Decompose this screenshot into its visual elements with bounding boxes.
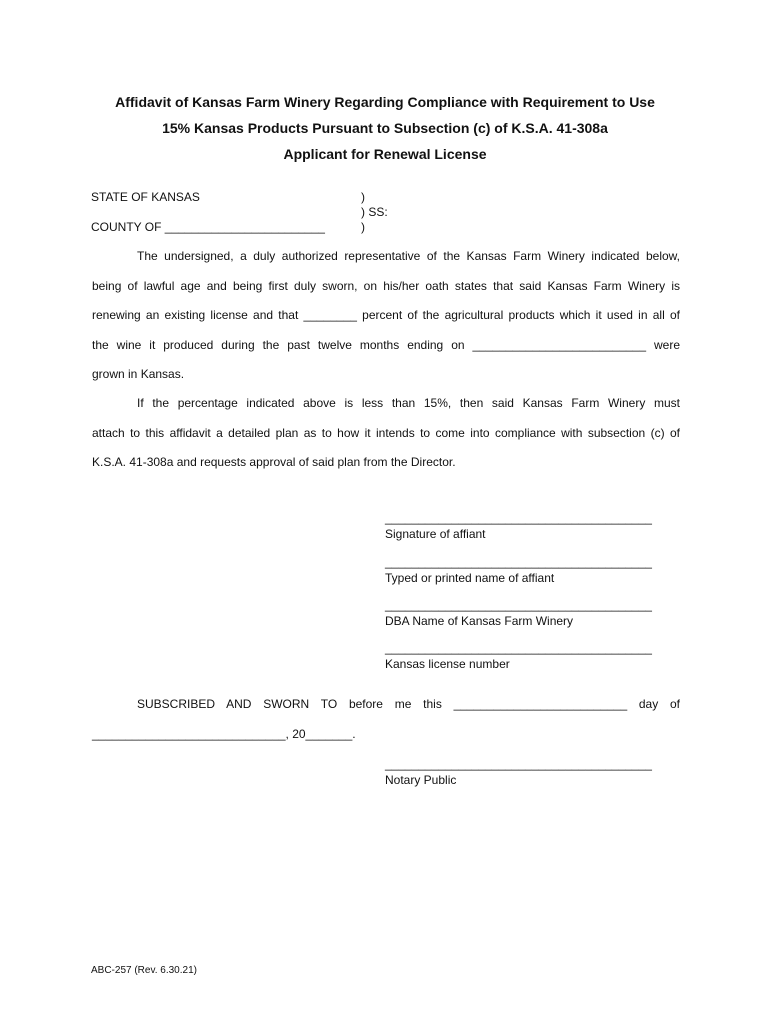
dba-name-label: DBA Name of Kansas Farm Winery bbox=[385, 614, 574, 628]
license-number-label: Kansas license number bbox=[385, 657, 510, 671]
venue-bracket-1: ) bbox=[361, 190, 365, 204]
county-field[interactable]: COUNTY OF ________________________ bbox=[91, 220, 325, 234]
compliance-line-3: K.S.A. 41-308a and requests approval of said plan from the Director. bbox=[92, 455, 456, 469]
signature-line[interactable]: ________________________________________ bbox=[385, 555, 652, 569]
sworn-line-1[interactable]: SUBSCRIBED AND SWORN TO before me this __________________________ day of bbox=[137, 697, 680, 711]
signature-line[interactable]: ________________________________________ bbox=[385, 641, 652, 655]
statement-line-3: renewing an existing license and that ________ percent of the agricultural products which it used in all of bbox=[92, 308, 680, 322]
document-title bbox=[60, 89, 710, 167]
statement-line-1: The undersigned, a duly authorized representative of the Kansas Farm Winery indicated below, bbox=[137, 249, 680, 263]
venue-bracket-3: ) bbox=[361, 220, 365, 234]
notary-label: Notary Public bbox=[385, 773, 457, 787]
affiant-name-block[interactable] bbox=[385, 555, 652, 585]
statement-paragraph bbox=[92, 242, 680, 390]
affiant-signature-block[interactable] bbox=[385, 511, 652, 541]
statement-line-4: the wine it produced during the past twelve months ending on __________________________ were bbox=[92, 337, 680, 352]
title-line-3: Applicant for Renewal License bbox=[283, 146, 487, 162]
compliance-line-1: If the percentage indicated above is less than 15%, then said Kansas Farm Winery must bbox=[137, 396, 680, 410]
venue-ss: ) SS: bbox=[361, 205, 388, 219]
affiant-signature-label: Signature of affiant bbox=[385, 527, 486, 541]
affiant-name-label: Typed or printed name of affiant bbox=[385, 571, 555, 585]
signature-line[interactable]: ________________________________________ bbox=[385, 511, 652, 525]
signature-line[interactable]: ________________________________________ bbox=[385, 757, 652, 771]
title-line-2: 15% Kansas Products Pursuant to Subsection (c) of K.S.A. 41-308a bbox=[162, 120, 608, 136]
sworn-line-2[interactable]: _____________________________, 20_______. bbox=[92, 726, 356, 741]
state-label: STATE OF KANSAS bbox=[91, 190, 200, 204]
dba-name-block[interactable] bbox=[385, 598, 652, 628]
compliance-line-2: attach to this affidavit a detailed plan as to how it intends to come into compliance with subsection (c) of bbox=[92, 425, 680, 440]
license-number-block[interactable] bbox=[385, 641, 652, 671]
statement-line-2: being of lawful age and being first duly sworn, on his/her oath states that said Kansas Farm Winery is bbox=[92, 278, 680, 293]
title-line-1: Affidavit of Kansas Farm Winery Regarding Compliance with Requirement to Use bbox=[115, 94, 655, 110]
notary-block[interactable] bbox=[385, 757, 652, 787]
compliance-paragraph bbox=[92, 389, 680, 478]
signature-line[interactable]: ________________________________________ bbox=[385, 598, 652, 612]
form-number: ABC-257 (Rev. 6.30.21) bbox=[91, 965, 197, 976]
statement-line-5: grown in Kansas. bbox=[92, 367, 185, 381]
sworn-paragraph bbox=[92, 690, 680, 749]
